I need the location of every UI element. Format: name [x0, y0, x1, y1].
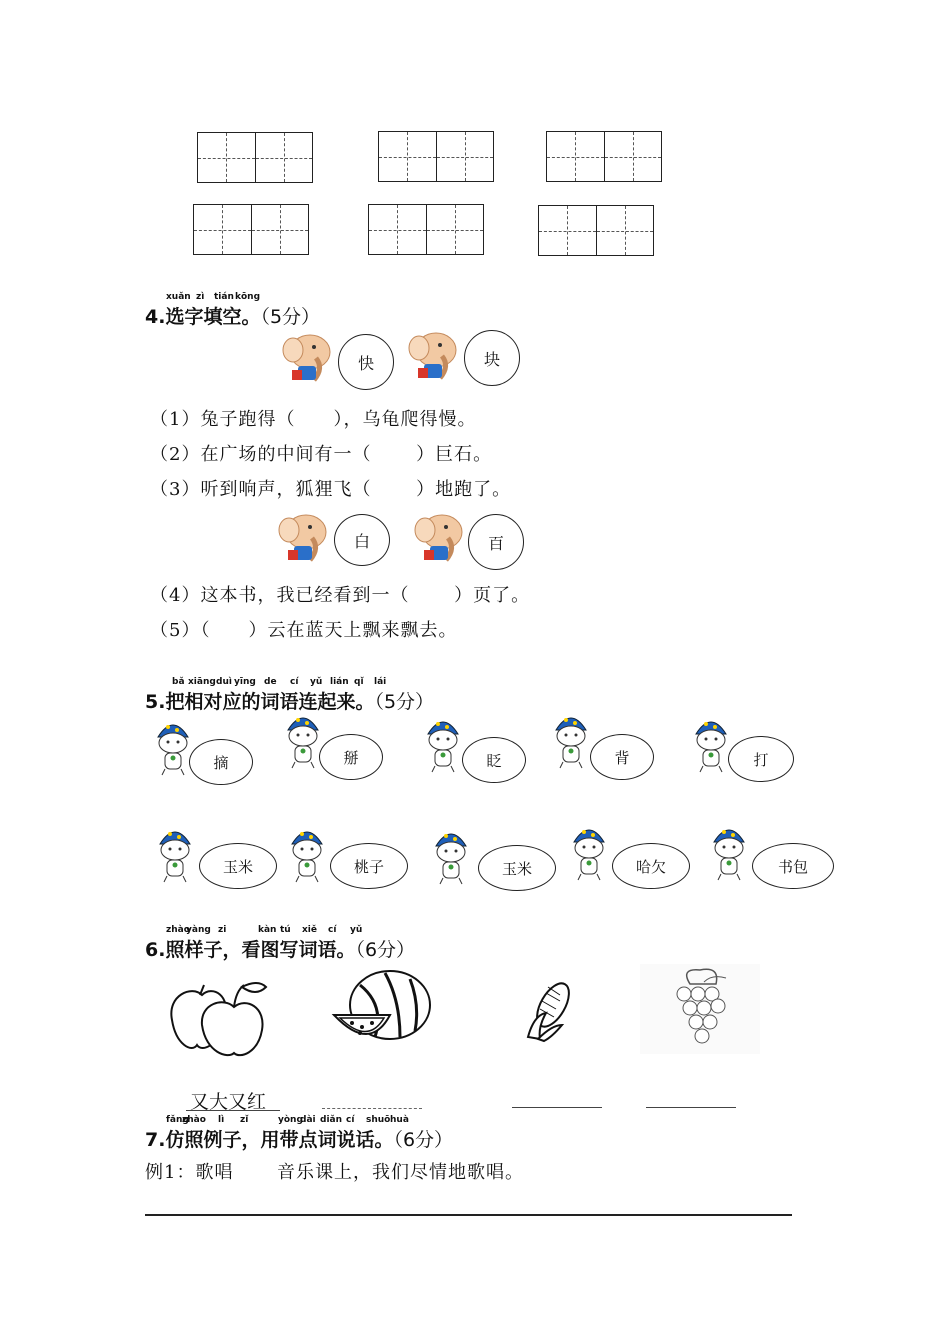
verb-option[interactable]: 背: [590, 734, 654, 780]
q4-title: 4.选字填空。: [145, 306, 261, 328]
verb-option[interactable]: 掰: [319, 734, 383, 780]
pinyin: dài: [300, 1115, 316, 1125]
answer-line[interactable]: [145, 1214, 792, 1216]
pinyin: lái: [374, 677, 387, 687]
pinyin: lián: [330, 677, 349, 687]
pinyin: lì: [218, 1115, 225, 1125]
q4-sentence: （1）兔子跑得（ ），乌龟爬得慢。: [150, 409, 477, 430]
q5-points: （5分）: [374, 691, 435, 713]
option-bubble: 块: [464, 330, 520, 386]
pinyin: cí: [346, 1115, 355, 1125]
grapes-icon: [640, 964, 760, 1054]
pinyin: xiāng: [188, 677, 216, 687]
writing-grid[interactable]: [546, 131, 662, 182]
answer-line[interactable]: [512, 1107, 602, 1108]
answer-line: [186, 1110, 280, 1111]
pinyin: yīng: [234, 677, 256, 687]
verb-option[interactable]: 眨: [462, 737, 526, 783]
example-sentence: 音乐课上，我们尽情地歌唱。: [277, 1162, 524, 1183]
pinyin: zi: [218, 925, 227, 935]
pinyin: xuǎn: [166, 292, 191, 302]
pinyin: xiě: [302, 925, 317, 935]
q5-title: 5.把相对应的词语连起来。: [145, 691, 375, 713]
q4-heading: [145, 302, 320, 329]
elephant-icon: [280, 330, 340, 386]
pinyin: qǐ: [354, 677, 364, 687]
pinyin: cí: [290, 677, 299, 687]
q6-points: （6分）: [355, 939, 416, 961]
pinyin: yàng: [186, 925, 211, 935]
pinyin: kàn: [258, 925, 277, 935]
option-bubble: 快: [338, 334, 394, 390]
pinyin: cí: [328, 925, 337, 935]
elephant-icon: [412, 510, 472, 566]
writing-grid[interactable]: [368, 204, 484, 255]
elephant-icon: [276, 510, 336, 566]
pinyin: yǔ: [310, 677, 323, 687]
noun-option[interactable]: 书包: [752, 843, 834, 889]
answer-line[interactable]: [322, 1108, 422, 1109]
pinyin: diǎn: [320, 1115, 343, 1125]
option-bubble: 百: [468, 514, 524, 570]
q4-sentence: （5）（ ）云在蓝天上飘来飘去。: [150, 620, 458, 641]
example-answer: 又大又红: [190, 1091, 267, 1113]
pinyin: zhào: [166, 925, 190, 935]
cat-mascot-icon: [284, 822, 330, 884]
writing-grid[interactable]: [378, 131, 494, 182]
pinyin: tú: [280, 925, 291, 935]
pinyin: huà: [390, 1115, 409, 1125]
q4-sentence: （2）在广场的中间有一（ ）巨石。: [150, 444, 493, 465]
pinyin: fǎng: [166, 1115, 189, 1125]
q7-title: 7.仿照例子，用带点词说话。: [145, 1129, 394, 1151]
elephant-icon: [406, 328, 466, 384]
writing-grid[interactable]: [538, 205, 654, 256]
watermelon-icon: [330, 965, 435, 1055]
pinyin: shuō: [366, 1115, 391, 1125]
noun-option[interactable]: 桃子: [330, 843, 408, 889]
q7-heading: [145, 1125, 453, 1152]
noun-option[interactable]: 玉米: [199, 843, 277, 889]
cat-mascot-icon: [566, 820, 612, 882]
cat-mascot-icon: [548, 708, 594, 770]
q4-points: （5分）: [260, 306, 321, 328]
answer-line[interactable]: [646, 1107, 736, 1108]
writing-grid[interactable]: [197, 132, 313, 183]
cat-mascot-icon: [688, 712, 734, 774]
q4-sentence: （3）听到响声，狐狸飞（ ）地跑了。: [150, 479, 512, 500]
pinyin: zǐ: [240, 1115, 249, 1125]
verb-option[interactable]: 打: [728, 736, 794, 782]
example-label: 例1：歌唱: [145, 1162, 234, 1183]
pinyin: zhào: [182, 1115, 206, 1125]
option-bubble: 白: [334, 514, 390, 566]
q4-sentence: （4）这本书，我已经看到一（ ）页了。: [150, 585, 531, 606]
verb-option[interactable]: 摘: [189, 739, 253, 785]
cat-mascot-icon: [428, 824, 474, 886]
pinyin: bǎ: [172, 677, 185, 687]
pinyin: yòng: [278, 1115, 303, 1125]
q6-title: 6.照样子，看图写词语。: [145, 939, 356, 961]
apple-icon: [162, 975, 272, 1060]
pinyin: de: [264, 677, 277, 687]
pinyin: kōng: [235, 292, 261, 302]
pinyin: yǔ: [350, 925, 363, 935]
pinyin: tián: [214, 292, 234, 302]
pinyin: duì: [216, 677, 232, 687]
noun-option[interactable]: 哈欠: [612, 843, 690, 889]
cat-mascot-icon: [420, 712, 466, 774]
q6-heading: [145, 935, 415, 962]
cat-mascot-icon: [152, 822, 198, 884]
pinyin: zì: [196, 292, 205, 302]
writing-grid[interactable]: [193, 204, 309, 255]
corn-icon: [518, 975, 583, 1045]
cat-mascot-icon: [706, 820, 752, 882]
noun-option[interactable]: 玉米: [478, 845, 556, 891]
q7-points: （6分）: [393, 1129, 454, 1151]
